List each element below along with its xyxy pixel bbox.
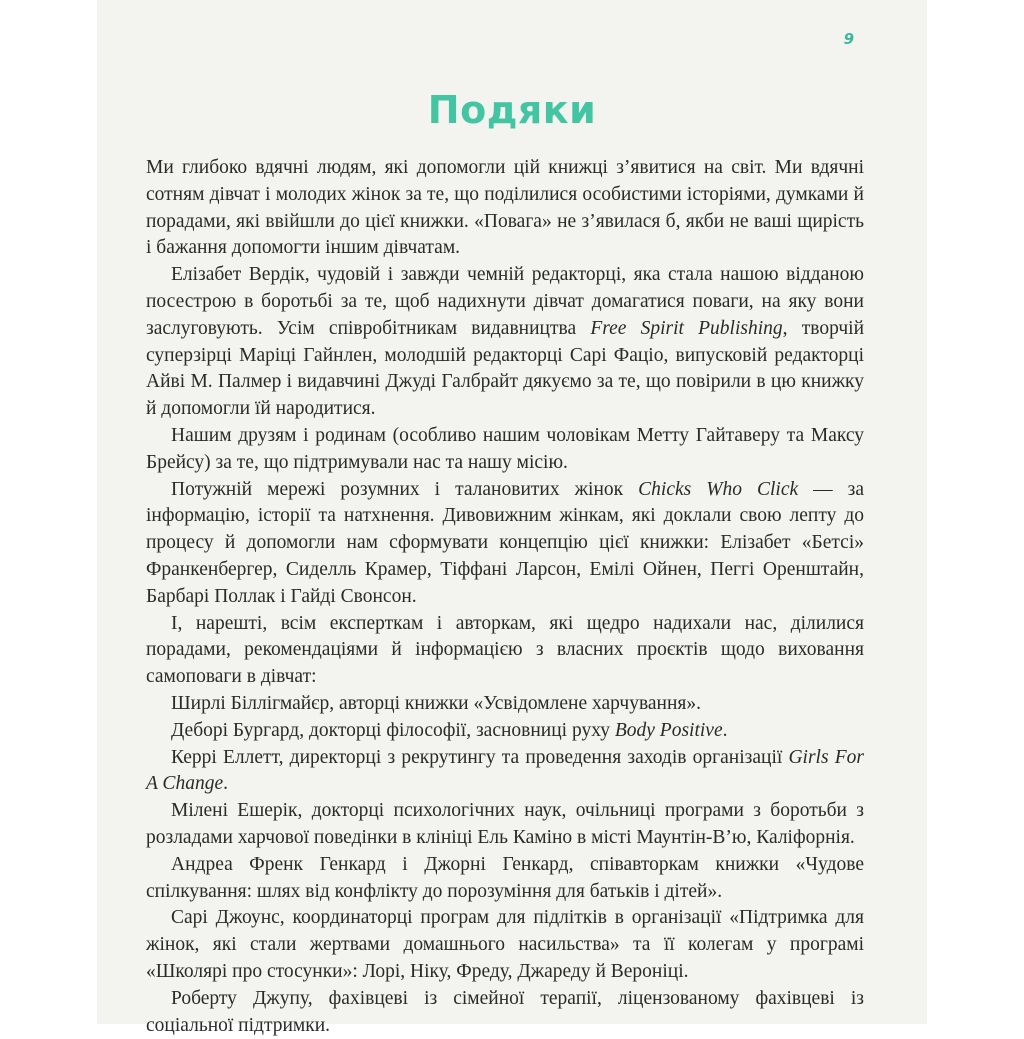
text-run: Деборі Бургард, докторці філософії, засновниці руху — [171, 719, 615, 741]
page-title: Подяки — [427, 88, 597, 132]
paragraph — [146, 905, 864, 985]
text-run: Нашим друзям і родинам (особливо нашим чоловікам Метту Гайтаверу та Максу Брейсу) за те, що підтримували нас та нашу місію. — [146, 424, 864, 473]
text-run: . — [223, 773, 228, 795]
text-run: Мілені Ешерік, докторці психологічних наук, очільниці програми з боротьби з розладами харчової поведінки в клініці Ель Каміно в місті Маунтін-В’ю, Каліфорнія. — [146, 800, 864, 848]
text-run: Елізабет Вердік, чудовій і завжди чемній редакторці, яка стала нашою відданою посестрою в боротьбі за те, щоб надихнути дівчат домагатися поваги, на яку вони заслуговують. Усім співробітникам видавництва — [146, 264, 864, 339]
paragraph — [146, 986, 864, 1039]
text-run: Роберту Джупу, фахівцеві із сімейної терапії, ліцензованому фахівцеві із соціальної підтримки. — [146, 987, 864, 1036]
text-run: , творчій суперзірці Маріці Гайнлен, молодшій редакторці Сарі Фаціо, випусковій редакторці Айві М. Палмер і видавчині Джуді Галбрайт дякуємо за те, що повірили в цю книжку й допомогли їй народитися. — [146, 317, 865, 420]
text-run: — за інформацію, історії та натхнення. Дивовижним жінкам, які доклали свою лепту до процесу й допомогли нам сформувати концепцію цієї книжки: Елізабет «Бетсі» Франкенбергер, Сиделль Крамер, Тіффані Ларсон, Емілі Ойнен, Пеггі Оренштайн, Барбарі Поллак і Гайді Свонсон. — [146, 478, 865, 607]
italic-text: Girls For A Change — [146, 746, 864, 795]
paragraph — [146, 745, 864, 799]
paragraph — [146, 852, 864, 906]
paragraph — [146, 423, 864, 477]
text-run: І, нарешті, всім експерткам і авторкам, які щедро надихали нас, ділилися порадами, рекомендаціями й інформацією з власних проєктів щодо виховання самоповаги в дівчат: — [146, 612, 864, 688]
text-run: . — [722, 719, 728, 741]
paragraph — [146, 262, 864, 423]
paragraph — [146, 477, 864, 611]
paragraph — [146, 611, 864, 691]
text-run: Ми глибоко вдячні людям, які допомогли цій книжці з’явитися на світ. Ми вдячні сотням дівчат і молодих жінок за те, що поділилися особистими історіями, думками й порадами, які ввійшли до цієї книжки. «Повага» не з’явилася б, якби не ваші щирість і бажання допомогти іншим дівчатам. — [146, 157, 864, 259]
paragraph — [146, 155, 864, 262]
paragraph — [146, 718, 864, 745]
italic-text: Chicks Who Click — [638, 478, 799, 500]
text-run: Сарі Джоунс, координаторці програм для підлітків в організації «Підтримка для жінок, які стали жертвами домашнього насильства» та її колегам у програмі «Школярі про стосунки»: Лорі, Ніку, Фреду, Джареду й Вероніці. — [146, 907, 864, 982]
italic-text: Free Spirit Publishing — [590, 317, 783, 339]
paragraph — [146, 798, 864, 852]
text-run: Ширлі Біллігмайєр, авторці книжки «Усвідомлене харчування». — [171, 692, 702, 714]
text-run: Керрі Еллетт, директорці з рекрутингу та проведення заходів організації — [171, 746, 789, 768]
page-number: 9 — [843, 30, 854, 48]
text-run: Андреа Френк Генкард і Джорні Генкард, співавторкам книжки «Чудове спілкування: шлях від конфлікту до порозуміння для батьків і дітей». — [146, 853, 864, 902]
text-run: Потужній мережі розумних і талановитих жінок — [171, 478, 639, 500]
paragraph — [146, 691, 864, 718]
italic-text: Body Positive — [614, 719, 723, 741]
book-page — [97, 0, 927, 1036]
body-text — [146, 155, 864, 1039]
